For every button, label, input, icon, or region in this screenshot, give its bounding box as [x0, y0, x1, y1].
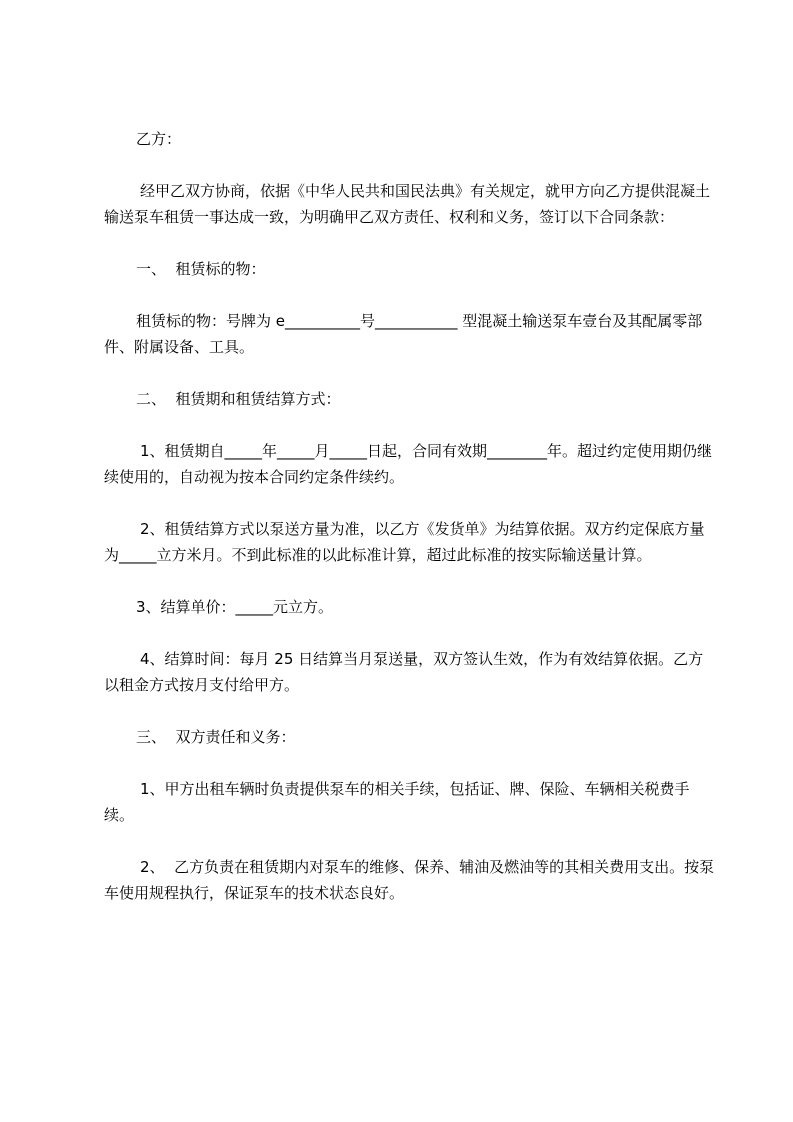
- section-2-paragraph-2: 2、租赁结算方式以泵送方量为准，以乙方《发货单》为结算依据。双方约定保底方量为_____立方米月。不到此标准的以此标准计算，超过此标准的按实际输送量计算。: [104, 520, 705, 564]
- section-1-paragraph-1: 租赁标的物：号牌为 e__________号___________ 型混凝土输送泵车壹台及其配属零部件、附属设备、工具。: [104, 312, 703, 356]
- contract-document: [104, 126, 716, 932]
- section-2-heading: 二、 租赁期和租赁结算方式：: [136, 390, 341, 408]
- section-3-paragraph-2: 2、 乙方负责在租赁期内对泵车的维修、保养、辅油及燃油等的其相关费用支出。按泵车使用规程执行，保证泵车的技术状态良好。: [104, 858, 715, 902]
- section-2-paragraph-1: 1、租赁期自_____年_____月_____日起，合同有效期________年。超过约定使用期仍继续使用的，自动视为按本合同约定条件续约。: [104, 442, 713, 486]
- section-2-paragraph-3: 3、结算单价：_____元立方。: [136, 598, 334, 616]
- party-b-label: 乙方：: [136, 130, 182, 148]
- section-2-paragraph-4: 4、结算时间：每月 25 日结算当月泵送量，双方签认生效，作为有效结算依据。乙方以租金方式按月支付给甲方。: [104, 650, 704, 694]
- section-3-heading: 三、 双方责任和义务：: [136, 728, 296, 746]
- intro-paragraph: 经甲乙双方协商，依据《中华人民共和国民法典》有关规定，就甲方向乙方提供混凝土输送泵车租赁一事达成一致，为明确甲乙双方责任、权利和义务，签订以下合同条款：: [104, 182, 711, 226]
- section-1-heading: 一、 租赁标的物：: [136, 260, 266, 278]
- section-3-paragraph-1: 1、甲方出租车辆时负责提供泵车的相关手续，包括证、牌、保险、车辆相关税费手续。: [104, 780, 690, 824]
